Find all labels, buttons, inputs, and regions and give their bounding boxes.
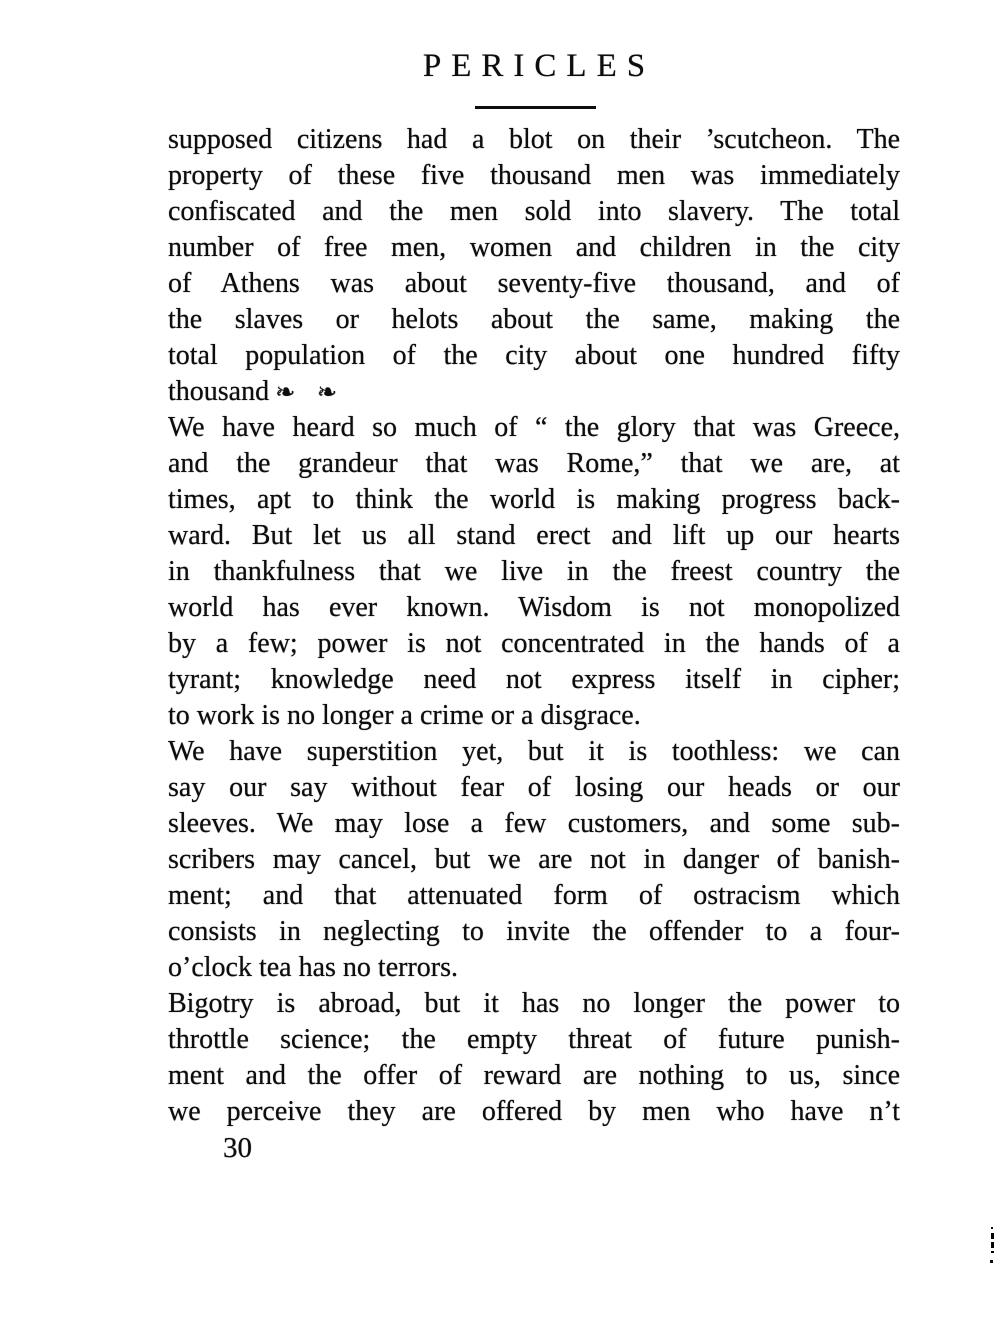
text-line: world has ever known. Wisdom is not monopolized [168,592,900,623]
text-line: sleeves. We may lose a few customers, and some sub- [168,808,900,839]
scan-artifact-dot [990,1260,993,1263]
text-line: times, apt to think the world is making progress back- [168,484,900,515]
text-line: by a few; power is not concentrated in the hands of a [168,628,900,659]
fleuron-ornament-icon: ❧ ❧ [275,378,344,406]
text-line: supposed citizens had a blot on their ’scutcheon. The [168,124,900,155]
text-line: throttle science; the empty threat of future punish- [168,1024,900,1055]
text-line: property of these five thousand men was immediately [168,160,900,191]
text-line: number of free men, women and children in the city [168,232,900,263]
text-line: We have heard so much of “ the glory that was Greece, [168,412,900,443]
text-line: in thankfulness that we live in the freest country the [168,556,900,587]
scan-artifact-dot [991,1227,993,1229]
text-line: we perceive they are offered by men who have n’t [168,1096,900,1127]
text-line: ment; and that attenuated form of ostracism which [168,880,900,911]
text-line: tyrant; knowledge need not express itself in cipher; [168,664,900,695]
text-line: thousand ❧ ❧ [168,376,344,407]
text-line: ward. But let us all stand erect and lift up our hearts [168,520,900,551]
text-line: to work is no longer a crime or a disgrace. [168,700,641,731]
text-line: the slaves or helots about the same, making the [168,304,900,335]
text-line: o’clock tea has no terrors. [168,952,458,983]
text-line: ment and the offer of reward are nothing to us, since [168,1060,900,1091]
text-line: scribers may cancel, but we are not in danger of banish- [168,844,900,875]
text-line: and the grandeur that was Rome,” that we are, at [168,448,900,479]
title-rule-divider [475,106,596,109]
text-line: say our say without fear of losing our heads or our [168,772,900,803]
text-line: total population of the city about one hundred fifty [168,340,900,371]
text-line: of Athens was about seventy-five thousand, and of [168,268,900,299]
body-text [168,122,900,1130]
text-line: Bigotry is abroad, but it has no longer the power to [168,988,900,1019]
page-title: PERICLES [422,48,656,84]
text-line: confiscated and the men sold into slavery. The total [168,196,900,227]
text-line: We have superstition yet, but it is toothless: we can [168,736,900,767]
scan-artifact-mark [991,1233,994,1253]
text-line: consists in neglecting to invite the offender to a four- [168,916,900,947]
page-number: 30 [223,1132,252,1164]
